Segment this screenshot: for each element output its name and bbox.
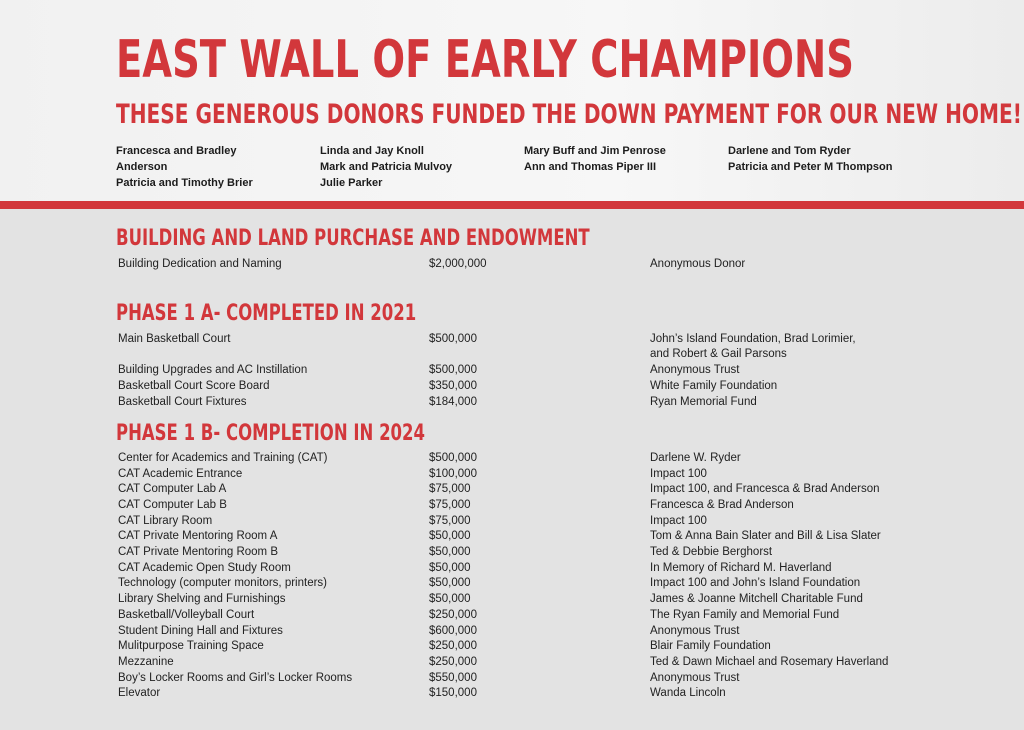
item-donor: Anonymous Trust (650, 364, 740, 376)
item-amount: $350,000 (429, 380, 477, 392)
table-row (0, 513, 1024, 529)
item-amount: $75,000 (429, 483, 471, 495)
item-donor: Impact 100, and Francesca & Brad Anderson (650, 483, 880, 495)
item-amount: $75,000 (429, 499, 471, 511)
table-row (0, 497, 1024, 513)
item-donor: Impact 100 (650, 468, 707, 480)
item-name: Building Upgrades and AC Instillation (118, 364, 308, 376)
table-row (0, 670, 1024, 686)
donor-column (728, 143, 928, 175)
item-name: CAT Library Room (118, 515, 213, 527)
item-name: CAT Academic Entrance (118, 468, 243, 480)
table-row (0, 544, 1024, 560)
table-row (0, 450, 1024, 466)
item-amount: $50,000 (429, 562, 471, 574)
section-heading: BUILDING AND LAND PURCHASE AND ENDOWMENT (116, 226, 590, 251)
item-amount: $500,000 (429, 452, 477, 464)
item-name: Basketball Court Fixtures (118, 396, 247, 408)
item-donor: Darlene W. Ryder (650, 452, 741, 464)
table-row (0, 378, 1024, 394)
table-row (0, 256, 1024, 272)
donor-name: Linda and Jay Knoll (320, 145, 424, 157)
item-donor: Tom & Anna Bain Slater and Bill & Lisa Slater (650, 530, 881, 542)
section-heading: PHASE 1 A- COMPLETED IN 2021 (116, 301, 417, 326)
table-row (0, 346, 1024, 362)
table-row (0, 591, 1024, 607)
item-name: Mulitpurpose Training Space (118, 640, 264, 652)
item-donor: Anonymous Trust (650, 672, 740, 684)
item-amount: $50,000 (429, 593, 471, 605)
item-amount: $50,000 (429, 530, 471, 542)
item-name: CAT Private Mentoring Room B (118, 546, 278, 558)
page-subtitle: THESE GENEROUS DONORS FUNDED THE DOWN PAYMENT FOR OUR NEW HOME! (116, 99, 1022, 130)
table-row (0, 331, 1024, 347)
item-donor: Wanda Lincoln (650, 687, 726, 699)
table-row (0, 362, 1024, 378)
item-name: Building Dedication and Naming (118, 258, 282, 270)
item-amount: $600,000 (429, 625, 477, 637)
table-row (0, 638, 1024, 654)
item-amount: $50,000 (429, 577, 471, 589)
donor-name: Patricia and Peter M Thompson (728, 161, 893, 173)
item-donor: Impact 100 (650, 515, 707, 527)
item-donor: In Memory of Richard M. Haverland (650, 562, 832, 574)
item-name: CAT Private Mentoring Room A (118, 530, 278, 542)
item-amount: $50,000 (429, 546, 471, 558)
item-donor: John’s Island Foundation, Brad Lorimier, (650, 333, 856, 345)
item-donor: Francesca & Brad Anderson (650, 499, 794, 511)
table-row (0, 607, 1024, 623)
item-name: CAT Academic Open Study Room (118, 562, 291, 574)
page-title: EAST WALL OF EARLY CHAMPIONS (116, 30, 854, 90)
donor-name: Mary Buff and Jim Penrose (524, 145, 666, 157)
item-donor: and Robert & Gail Parsons (650, 348, 787, 360)
item-name: Boy’s Locker Rooms and Girl’s Locker Rooms (118, 672, 353, 684)
donor-column (524, 143, 724, 175)
item-amount: $184,000 (429, 396, 477, 408)
red-divider (0, 201, 1024, 209)
item-amount: $100,000 (429, 468, 477, 480)
item-amount: $250,000 (429, 609, 477, 621)
item-donor: Anonymous Donor (650, 258, 746, 270)
table-row (0, 466, 1024, 482)
donor-column (116, 143, 316, 191)
table-row (0, 654, 1024, 670)
table-row (0, 394, 1024, 410)
donor-name: Patricia and Timothy Brier (116, 177, 253, 189)
donor-name: Mark and Patricia Mulvoy (320, 161, 453, 173)
item-name: Library Shelving and Furnishings (118, 593, 286, 605)
item-amount: $500,000 (429, 333, 477, 345)
item-amount: $250,000 (429, 656, 477, 668)
item-donor: Impact 100 and John’s Island Foundation (650, 577, 861, 589)
table-row (0, 560, 1024, 576)
donor-column (320, 143, 520, 191)
table-row (0, 685, 1024, 701)
item-name: Center for Academics and Training (CAT) (118, 452, 328, 464)
item-name: Student Dining Hall and Fixtures (118, 625, 283, 637)
item-donor: White Family Foundation (650, 380, 778, 392)
item-donor: Anonymous Trust (650, 625, 740, 637)
item-name: Basketball/Volleyball Court (118, 609, 255, 621)
donor-name: Anderson (116, 161, 168, 173)
item-donor: Ted & Dawn Michael and Rosemary Haverland (650, 656, 889, 668)
table-row (0, 623, 1024, 639)
item-name: Mezzanine (118, 656, 174, 668)
item-donor: Ted & Debbie Berghorst (650, 546, 773, 558)
item-name: Elevator (118, 687, 161, 699)
table-row (0, 528, 1024, 544)
item-name: Main Basketball Court (118, 333, 231, 345)
donor-name: Darlene and Tom Ryder (728, 145, 851, 157)
donor-name: Julie Parker (320, 177, 383, 189)
item-name: CAT Computer Lab B (118, 499, 227, 511)
item-name: Basketball Court Score Board (118, 380, 270, 392)
item-donor: James & Joanne Mitchell Charitable Fund (650, 593, 863, 605)
donor-name: Francesca and Bradley (116, 145, 237, 157)
table-row (0, 481, 1024, 497)
item-amount: $75,000 (429, 515, 471, 527)
item-amount: $150,000 (429, 687, 477, 699)
section-heading: PHASE 1 B- COMPLETION IN 2024 (116, 421, 425, 446)
item-donor: The Ryan Family and Memorial Fund (650, 609, 840, 621)
item-amount: $2,000,000 (429, 258, 487, 270)
item-amount: $500,000 (429, 364, 477, 376)
item-donor: Ryan Memorial Fund (650, 396, 757, 408)
table-row (0, 575, 1024, 591)
item-name: Technology (computer monitors, printers) (118, 577, 327, 589)
donor-name: Ann and Thomas Piper III (524, 161, 657, 173)
item-amount: $250,000 (429, 640, 477, 652)
item-name: CAT Computer Lab A (118, 483, 227, 495)
item-donor: Blair Family Foundation (650, 640, 771, 652)
item-amount: $550,000 (429, 672, 477, 684)
